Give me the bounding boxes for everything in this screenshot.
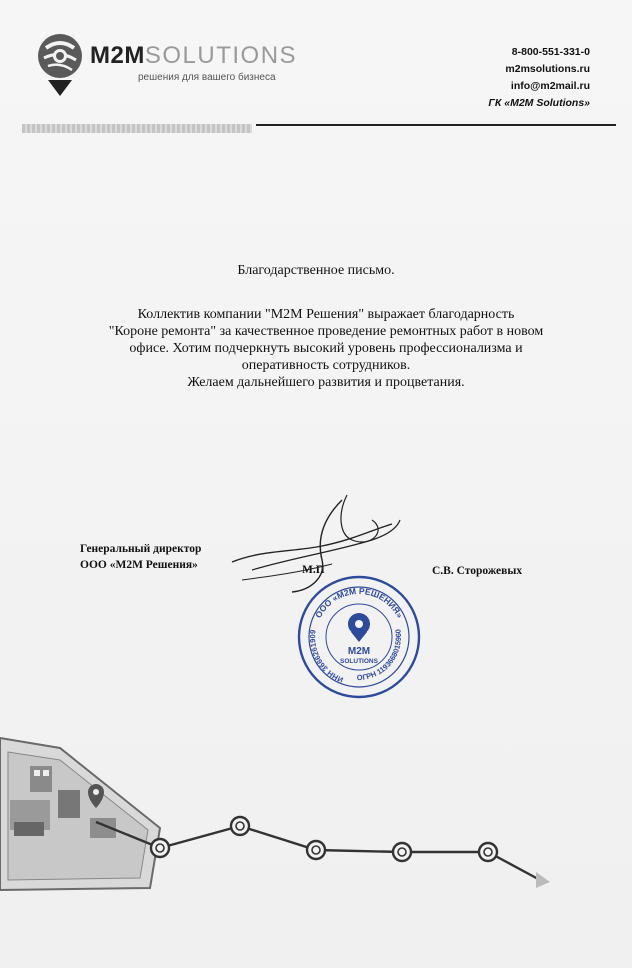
- stamp-place-label: М.П: [302, 564, 325, 576]
- contact-site: m2msolutions.ru: [505, 63, 590, 75]
- brand-name: [90, 44, 297, 68]
- stamp-top-text: ООО «М2М РЕШЕНИЯ»: [313, 585, 405, 620]
- route-point-icon: [231, 817, 249, 835]
- tablet-illustration: [0, 738, 160, 890]
- route-point-icon: [307, 841, 325, 859]
- letter-line: оперативность сотрудников.: [241, 358, 411, 373]
- contact-phone: 8-800-551-331-0: [511, 46, 590, 58]
- route-point-icon: [151, 839, 169, 857]
- stamp-center-line1: M2M: [347, 646, 371, 657]
- stamp-ogrn-text: ОГРН 1193668015960: [356, 628, 404, 683]
- position-title: Генеральный директор: [80, 543, 202, 555]
- letter-title: Благодарственное письмо.: [237, 263, 395, 278]
- decorative-illustration: [0, 718, 632, 908]
- brand-bold: M2M: [90, 42, 145, 69]
- stamp-inn-text: ИНН 3666261909: [308, 629, 345, 685]
- signer-name: С.В. Сторожевых: [432, 565, 523, 577]
- route-point-icon: [479, 843, 497, 861]
- contact-group: ГК «M2M Solutions»: [488, 97, 590, 109]
- letter-line: "Короне ремонта" за качественное проведение ремонтных работ в новом: [108, 324, 544, 339]
- header-divider-thin: [256, 124, 616, 126]
- signatory-position: [80, 541, 201, 573]
- route-point-icon: [393, 843, 411, 861]
- brand-tagline: решения для вашего бизнеса: [138, 72, 276, 83]
- letter-line: Желаем дальнейшего развития и процветания.: [187, 375, 465, 390]
- stamp-center-line2: SOLUTIONS: [340, 658, 378, 665]
- letter-line: Коллектив компании "М2М Решения" выражает благодарность: [137, 307, 515, 322]
- header-divider-thick: [22, 124, 252, 133]
- m2m-logo-icon: [34, 30, 88, 100]
- route-arrow-icon: [536, 872, 550, 888]
- brand-light: SOLUTIONS: [144, 42, 298, 69]
- letter-line: офисе. Хотим подчеркнуть высокий уровень профессионализма и: [129, 341, 523, 356]
- contact-email: info@m2mail.ru: [510, 80, 590, 92]
- stamp-logo-icon: [348, 613, 370, 642]
- company-stamp: [294, 572, 424, 702]
- letter-body: [96, 306, 556, 391]
- company-name: ООО «М2М Решения»: [80, 559, 198, 571]
- contact-block: [488, 44, 590, 112]
